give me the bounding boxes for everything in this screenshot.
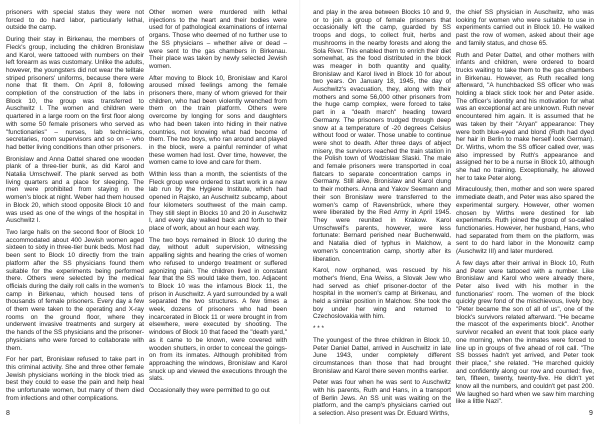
paragraph: The youngest of the three children in Block 10, Peter Daniel Dattel, arrived in Auschwitz in late June 1943, under completely different circumstances than those that had brought Bronislaw and Karol there seven months earlier. bbox=[313, 336, 451, 375]
left-page-column-1 bbox=[6, 9, 144, 405]
paragraph: and play in the area between Blocks 10 and 9, or to join a group of female prisoners that occasionally left the camp, guarded by SS troops and dogs, to collect fruit, herbs and mushrooms in the nearby forests and along the Sola River. This enabled them to enrich their diet somewhat, as the food distributed in the block was meager in both quantity and quality. Bronislaw and Karol lived in Block 10 for about two years. On January 18, 1945, the day of Auschwitz's evacuation, they, along with their mothers and some 56,000 other prisoners from the huge camp complex, were forced to take part in a "death march" heading toward Germany. The prisoners trudged through deep snow at a temperature of -20 degrees Celsius without food or water. Those unable to continue were shot to death. After three days of abject misery, the survivors reached the train station in the Polish town of Wodzislaw Slaski. The male and female prisoners were transported in coal flatcars to separate concentration camps in Germany. Still alive, Bronislaw and Karol clung to their mothers. Anna and Yakov Seemann and their son Bronislaw were transferred to the women's camp of Ravensbrück, where they were liberated by the Red Army in April 1945. They were reunited in Krakow. Karol Umschweif's parents, however, were less fortunate: Bernard perished near Buchenwald, and Natalia died of typhus in Malchow, a women's concentration camp, shortly after its liberation. bbox=[313, 9, 451, 263]
paragraph: Peter was four when he was sent to Auschwitz with his parents, Ruth and Hans, in a transport of Berlin Jews. An SS unit was waiting on the platform, and the camp's physicians carried out a selection. Also present was Dr. Eduard Wirths, bbox=[313, 379, 451, 418]
paragraph: A few days after their arrival in Block 10, Ruth and Peter were tattooed with a number. Like Bronislaw and Karol who were already there, Peter also lived with his mother in the functionaries' room. The women of the block quickly grew fond of the mischievous, lively boy. "Peter became the son of all of us", one of the block's survivors related afterward. "He became the mascot of the experiments block". Another survivor recalled an event that took place early one morning, when the inmates were forced to line up in groups of five ahead of roll call. "The SS bosses hadn't yet arrived, and Peter took their place," she related. "He marched quickly and confidently along our row and counted: five, ten, fifteen, twenty, twenty-five. He didn't yet know all the numbers, and couldn't get past 200. We laughed so hard when we saw him marching like a little Nazi". bbox=[456, 259, 594, 406]
right-page-column-1 bbox=[313, 9, 451, 418]
left-page-number: 8 bbox=[6, 410, 10, 417]
right-page-number: 9 bbox=[589, 410, 593, 417]
section-separator: * * * bbox=[313, 325, 325, 333]
paragraph: Karol, now orphaned, was rescued by his mother's friend, Ena Weiss, a Slovak Jew who had served as chief prisoner-doctor of the hospital in the women's camp at Birkenau, and held a similar position in Malchow. She took the boy under her wing and returned to Czechoslovakia with him. bbox=[313, 267, 451, 321]
paragraph: During their stay in Birkenau, the members of Fleck's group, including the children Bronislaw and Karol, were tattooed with numbers on their left forearm as was customary. Unlike the adults, however, the youngsters did not wear the telltale striped prisoners' uniforms, because there were none that fit them. On April 8, following completion of the construction of the labs in Block 10, the group was transferred to Auschwitz I. The women and children were quartered in a large room on the first floor along with some 50 female prisoners who served as "functionaries" – nurses, lab technicians, secretaries, room supervisors and so on – who had better living conditions than other prisoners. bbox=[6, 36, 144, 151]
paragraph: For her part, Bronislaw refused to take part in this criminal activity. She and three other female Jewish physicians working in the block tried as best they could to ease the pain and help heal the unfortunate women, but many of them died from infections and other complications. bbox=[6, 356, 144, 402]
right-page-column-2 bbox=[456, 9, 594, 405]
paragraph: Ruth and Peter Dattel, and other mothers with infants and children, were ordered to board trucks waiting to take them to the gas chambers in Birkenau. However, as Ruth recalled long afterward, "A hunchbacked SS officer who was holding a black stick took her and Peter aside. The officer's identity and his motivation for what was an exceptional act are unknown. Ruth never encountered him again. It is assumed that he was taken by their "Aryan" appearance: They were both blue-eyed and blond (Ruth had dyed her hair in Berlin to make herself look German). Dr. Wirths, whom the SS officer called over, was also impressed by Ruth's appearance and assigned her to be a nurse in Block 10, although she had no training. Exceptionally, he allowed her to take Peter along. bbox=[456, 51, 594, 182]
paragraph: Occasionally they were permitted to go out bbox=[149, 387, 270, 395]
paragraph: the chief SS physician in Auschwitz, who was looking for women who were suitable to use in experiments carried out in Block 10. He walked past the row of women, asked about their age and family status, and chose 65. bbox=[456, 9, 594, 47]
paragraph: Other women were murdered with lethal injections to the heart and their bodies were used for of pathological examinations of internal organs. Those who deemed of no further use to the SS physicians – whether alive or dead – were sent to the gas chambers in Birkenau. Their place was taken by newly selected Jewish women. bbox=[149, 9, 287, 70]
paragraph: Within less than a month, the scientists of the Fleck group were ordered to start work in a new lab run by the Hygiene Institute, which had opened in Rajsko, an Auschwitz subcamp, about four kilometers southwest of the main camp. They still slept in Blocks 10 and 20 in Auschwitz I, and every day walked back and forth to their place of work, about an hour each way. bbox=[149, 171, 287, 232]
paragraph: Bronislaw and Anna Dattel shared one wooden plank of a three-tier bunk, as did Karol and Natalia Umschweif. The plank served as both living quarters and a place for sleeping. The men were prohibited from staying in the women's block at night. Weber had them housed in Block 20, which stood opposite Block 10 and was used as one of the wings of the hospital in Auschwitz I. bbox=[6, 155, 144, 225]
left-page-column-2 bbox=[149, 9, 287, 405]
paragraph: prisoners with special status they were not forced to do hard labor, particularly lethal, outside the camp. bbox=[6, 9, 144, 32]
paragraph: Miraculously, then, mother and son were spared immediate death, and Peter was also spared the experimental surgery. However, other women chosen by Wirths were destined for lab experiments. Ruth joined the group of so-called functionaries. However, her husband, Hans, who had separated from them on the platform, was sent to do hard labor in the Monowitz camp (Auschwitz III) and later murdered. bbox=[456, 186, 594, 256]
paragraph: After moving to Block 10, Bronislaw and Karol aroused mixed feelings among the female prisoners there, many of whom grieved for their children, who had been violently wrenched from them on the train platform. Others were overcome by longing for sons and daughters who had been taken into hiding in their native countries, not knowing what had become of them. The two boys, who ran around and played in the block, were a painful reminder of what these women had lost. Over time, however, the women came to love and care for them. bbox=[149, 74, 287, 167]
paragraph: The two boys remained in Block 10 during the day, without adult supervision, witnessing appalling sights and hearing the cries of women who refused to undergo treatment or suffered agonizing pain. The children lived in constant fear that the SS would take them, too. Adjacent to Block 10 was the infamous Block 11, the prison in Auschwitz. A yard surrounded by a wall separated the two structures. A few times a week, dozens of prisoners who had been incarcerated in Block 11 or were brought in from elsewhere, were executed by shooting. The windows of Block 10 that faced the "death yard," as it came to be known, were covered with wooden shutters, in order to conceal the goings-on from its inmates. Although prohibited from approaching the windows, Bronislaw and Karol snuck up and viewed the executions through the slats. bbox=[149, 236, 287, 383]
book-gutter bbox=[299, 0, 301, 424]
paragraph: Two large halls on the second floor of Block 10 accommodated about 400 Jewish women aged sixteen to sixty in three-tier bunk beds. Most had been sent to Block 10 directly from the train platform after the SS physicians found them suitable for the experiments being performed there. Others were selected by the medical officials during the daily roll calls in the women's camp in Birkenau, which housed tens of thousands of female prisoners. Every day a few of them were taken to the operating and X-ray rooms on the ground floor, where they underwent invasive treatments and surgery at the hands of the SS physicians and the prisoner-physicians who were forced to collaborate with them. bbox=[6, 228, 144, 352]
